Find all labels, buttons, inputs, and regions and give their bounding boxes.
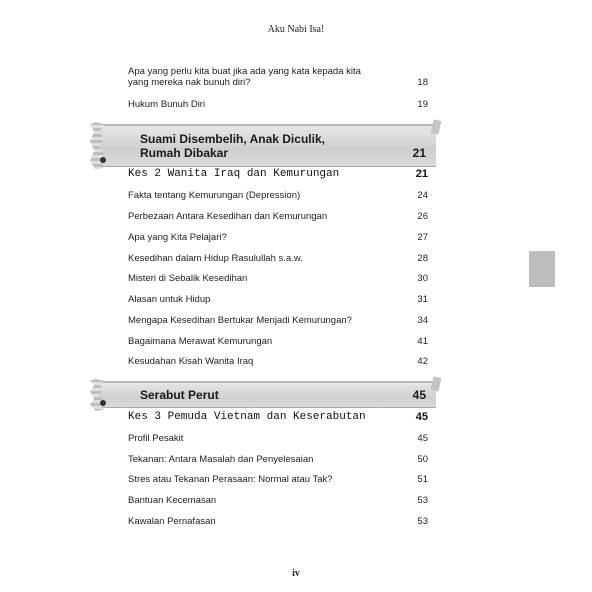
- toc-entry-title: Tekanan: Antara Masalah dan Penyelesaian: [128, 454, 314, 465]
- toc-entry-title: Alasan untuk Hidup: [128, 294, 211, 305]
- toc-entry-title: Apa yang Kita Pelajari?: [128, 232, 227, 243]
- toc-entry-title: Mengapa Kesedihan Bertukar Menjadi Kemurungan?: [128, 315, 352, 326]
- toc-entry: [128, 66, 428, 88]
- toc-entry-page: 26: [417, 211, 428, 222]
- page-number: iv: [292, 568, 300, 579]
- toc-entry: [128, 294, 428, 305]
- toc-entry-title: Kawalan Pernafasan: [128, 516, 216, 527]
- toc-entry-title: Fakta tentang Kemurungan (Depression): [128, 190, 301, 201]
- toc-entry: [128, 273, 428, 284]
- toc-entry: [128, 253, 428, 264]
- toc-entry: [128, 211, 428, 222]
- toc-entry-page: 18: [417, 77, 428, 88]
- toc-entry-title: Bagaimana Merawat Kemurungan: [128, 336, 273, 347]
- toc-entry-page: 53: [417, 516, 428, 527]
- section-banner: [96, 381, 436, 408]
- section-banner-title: Serabut Perut: [140, 388, 219, 402]
- toc-entry-title: Hukum Bunuh Diri: [128, 99, 206, 110]
- case-heading: [128, 168, 428, 180]
- toc-entry: [128, 516, 428, 527]
- toc-entry-title: Kesedihan dalam Hidup Rasulullah s.a.w.: [128, 253, 303, 264]
- case-heading-page: 45: [415, 411, 428, 423]
- page-curl-ornament: [100, 400, 106, 406]
- case-heading: [128, 411, 428, 423]
- toc-entry-title: Perbezaan Antara Kesedihan dan Kemurungan: [128, 211, 328, 222]
- section-banner-page: 21: [412, 146, 426, 160]
- toc-entry-page: 31: [417, 294, 428, 305]
- toc-entry-title: Profil Pesakit: [128, 433, 184, 444]
- toc-entry-page: 34: [417, 315, 428, 326]
- toc-entry: [128, 315, 428, 326]
- toc-entry: [128, 356, 428, 367]
- toc-entry-page: 41: [417, 336, 428, 347]
- toc-entry-page: 28: [417, 253, 428, 264]
- toc-entry: [128, 232, 428, 243]
- toc-entry-page: 45: [417, 433, 428, 444]
- toc-entry-title: Misteri di Sebalik Kesedihan: [128, 273, 248, 284]
- section-banner-title-line2: Rumah Dibakar: [140, 146, 229, 160]
- toc-entry-title: Bantuan Kecemasan: [128, 495, 217, 506]
- section-banner-title-line1: Suami Disembelih, Anak Diculik,: [140, 132, 325, 146]
- toc-entry-page: 50: [417, 454, 428, 465]
- case-heading-page: 21: [415, 168, 428, 180]
- toc-entry: [128, 99, 428, 110]
- side-tab-marker: [529, 251, 555, 287]
- toc-entry-page: 19: [417, 99, 428, 110]
- running-header: Aku Nabi Isa!: [267, 24, 325, 35]
- toc-entry-page: 51: [417, 474, 428, 485]
- toc-entry: [128, 190, 428, 201]
- toc-entry-title: Kesudahan Kisah Wanita Iraq: [128, 356, 254, 367]
- toc-entry-page: 42: [417, 356, 428, 367]
- section-banner: [96, 124, 436, 167]
- toc-entry: [128, 336, 428, 347]
- case-heading-title: Kes 2 Wanita Iraq dan Kemurungan: [128, 168, 340, 180]
- toc-entry: [128, 454, 428, 465]
- toc-entry: [128, 433, 428, 444]
- toc-entry-page: 24: [417, 190, 428, 201]
- toc-entry: [128, 495, 428, 506]
- toc-entry-page: 27: [417, 232, 428, 243]
- toc-entry: [128, 474, 428, 485]
- case-heading-title: Kes 3 Pemuda Vietnam dan Keserabutan: [128, 411, 366, 423]
- section-banner-page: 45: [412, 388, 426, 402]
- page-curl-ornament: [100, 157, 106, 163]
- toc-entry-page: 30: [417, 273, 428, 284]
- toc-entry-title: Stres atau Tekanan Perasaan: Normal atau Tak?: [128, 474, 333, 485]
- toc-entry-page: 53: [417, 495, 428, 506]
- toc-entry-title: Apa yang perlu kita buat jika ada yang kata kepada kita yang mereka nak bunuh diri?: [128, 66, 361, 88]
